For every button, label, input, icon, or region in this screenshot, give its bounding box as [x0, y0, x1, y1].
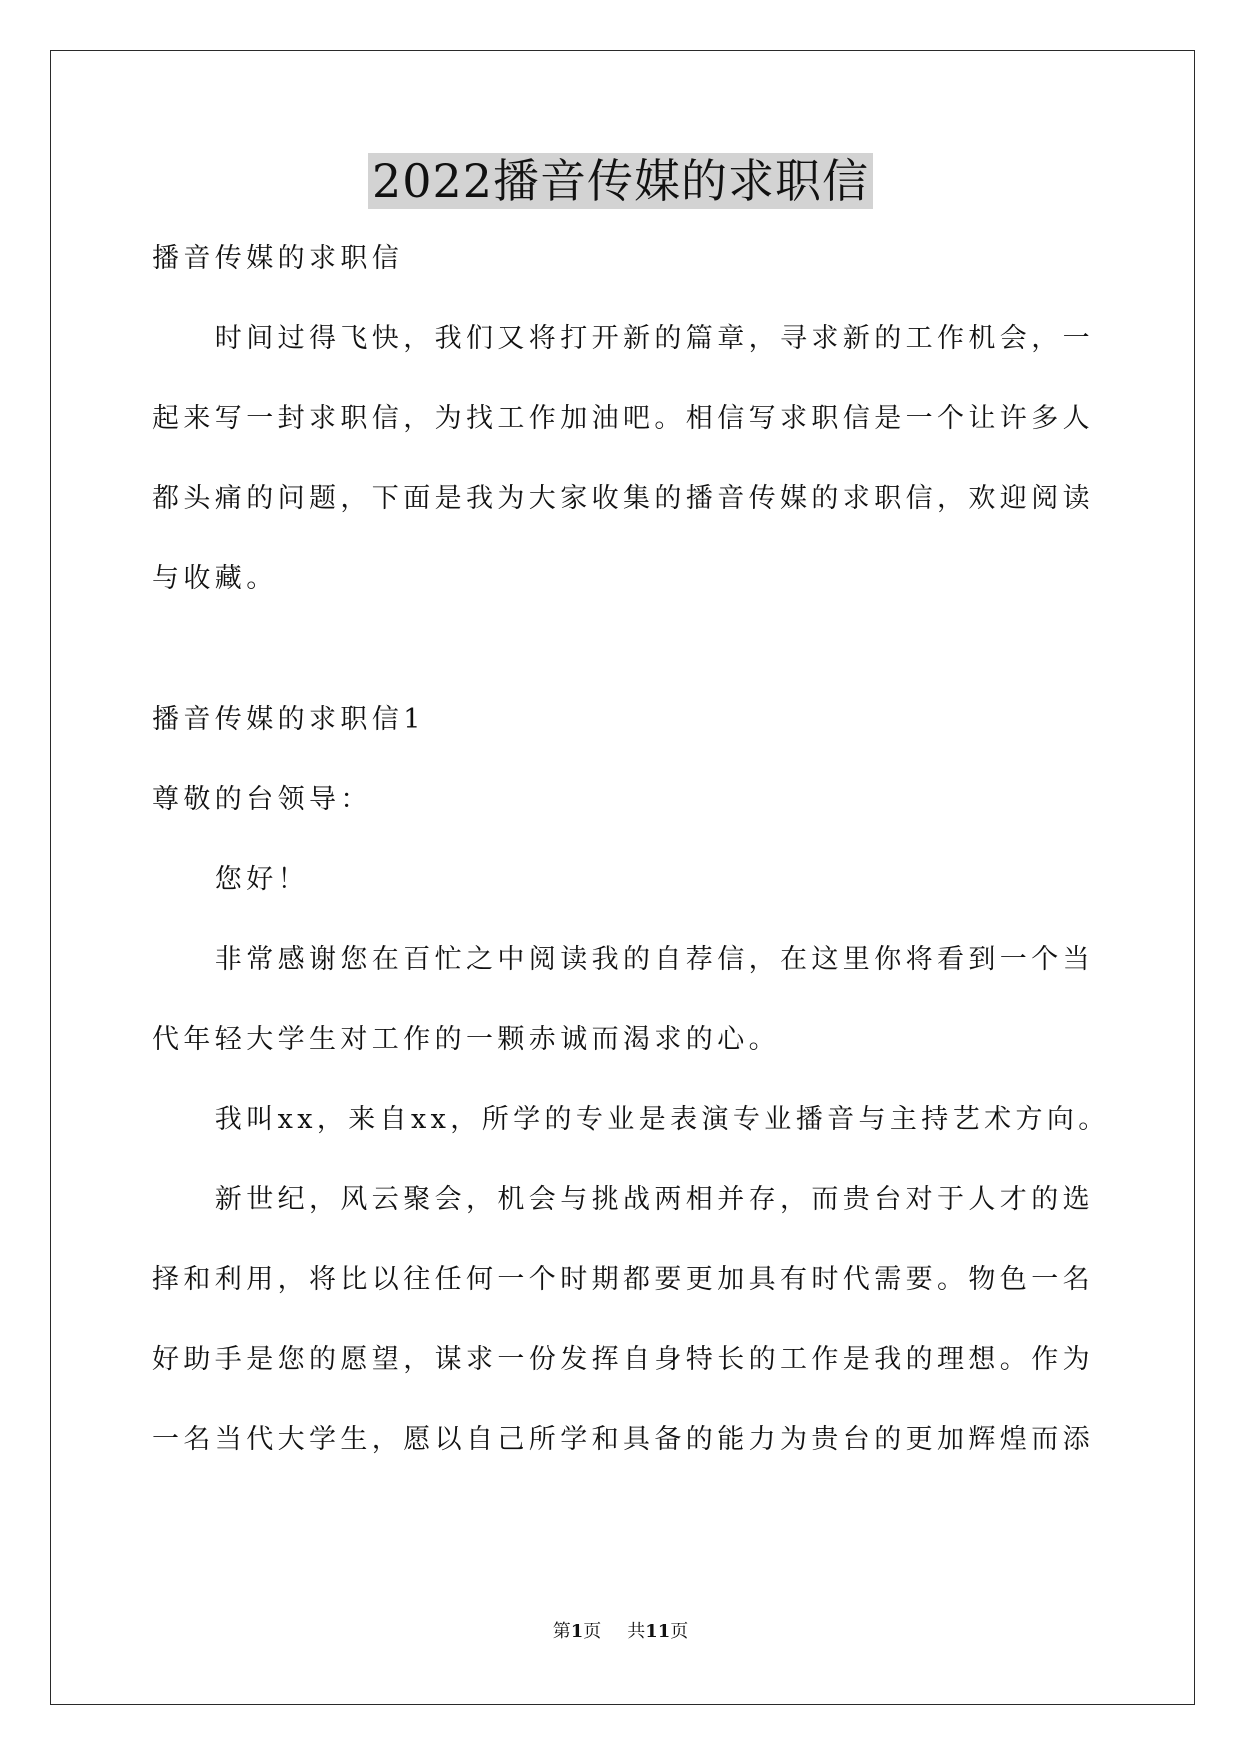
page-footer — [0, 1620, 1241, 1644]
page-current: 1 — [570, 1621, 584, 1642]
salutation-line: 尊敬的台领导： — [152, 784, 372, 815]
subtitle-line: 播音传媒的求职信 — [152, 243, 404, 274]
paragraph-line: 好助手是您的愿望，谋求一份发挥自身特长的工作是我的理想。作为 — [152, 1344, 1094, 1375]
paragraph-line: 新世纪，风云聚会，机会与挑战两相并存，而贵台对于人才的选 — [152, 1184, 1094, 1215]
page-prefix: 第 — [552, 1621, 571, 1642]
paragraph-line: 都头痛的问题，下面是我为大家收集的播音传媒的求职信，欢迎阅读 — [152, 483, 1094, 514]
paragraph-line: 一名当代大学生，愿以自己所学和具备的能力为贵台的更加辉煌而添 — [152, 1424, 1094, 1455]
title-container — [0, 153, 1241, 209]
greeting-line: 您好！ — [152, 864, 309, 895]
section-heading: 播音传媒的求职信1 — [152, 704, 425, 735]
paragraph-line: 起来写一封求职信，为找工作加油吧。相信写求职信是一个让许多人 — [152, 403, 1094, 434]
paragraph-line: 与收藏。 — [152, 563, 278, 594]
total-suffix: 页 — [670, 1621, 689, 1642]
total-prefix: 共 — [627, 1621, 646, 1642]
paragraph-line: 非常感谢您在百忙之中阅读我的自荐信，在这里你将看到一个当 — [152, 944, 1094, 975]
paragraph-line: 我叫xx，来自xx，所学的专业是表演专业播音与主持艺术方向。 — [152, 1104, 1110, 1135]
paragraph-line: 代年轻大学生对工作的一颗赤诚而渴求的心。 — [152, 1024, 780, 1055]
document-title: 2022播音传媒的求职信 — [368, 153, 873, 209]
paragraph-line: 时间过得飞快，我们又将打开新的篇章，寻求新的工作机会，一 — [152, 323, 1094, 354]
paragraph-line: 择和利用，将比以往任何一个时期都要更加具有时代需要。物色一名 — [152, 1264, 1094, 1295]
page-total: 11 — [645, 1621, 671, 1642]
page-suffix: 页 — [583, 1621, 602, 1642]
